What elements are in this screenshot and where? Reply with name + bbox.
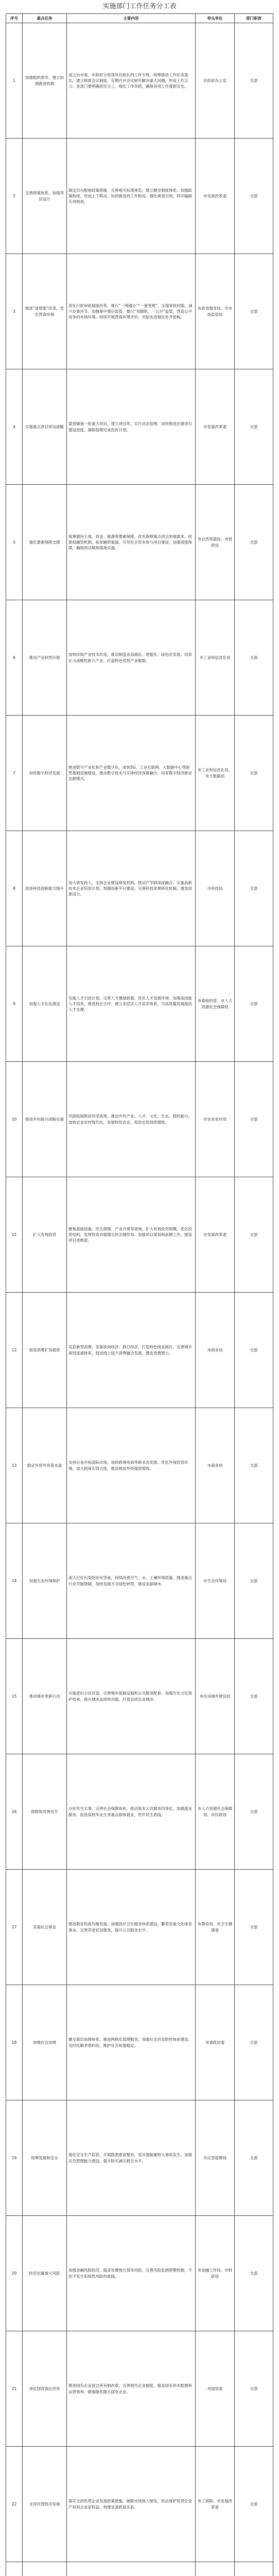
- row-number: 17: [6, 1870, 23, 1985]
- table-header-row: [6, 14, 273, 23]
- row-number: 12: [6, 1293, 23, 1408]
- row-task-name: 促进消费扩容提质: [23, 1293, 67, 1408]
- row-number: 4: [6, 369, 23, 485]
- row-dept-duty: 全部: [235, 1523, 273, 1639]
- row-lead-unit: 市国资委: [196, 2331, 235, 2447]
- row-dept-duty: 全部: [235, 716, 273, 831]
- row-task-name: 深化国资国企改革: [23, 2331, 67, 2447]
- row-dept-duty: 全部: [235, 2447, 273, 2562]
- row-task-content: 健全基层治理体系，推进网格化管理服务。加强社会治安防控体系建设，及时化解矛盾纠纷，维护社会和谐稳定。: [67, 1985, 196, 2100]
- table-row: [6, 1293, 273, 1408]
- row-dept-duty: 全部: [235, 139, 273, 254]
- table-row: [6, 1408, 273, 1523]
- row-dept-duty: 全部: [235, 1639, 273, 1754]
- row-number: 14: [6, 1523, 23, 1639]
- table-row: [6, 2447, 273, 2562]
- row-task-content: 推进数字产业化和产业数字化，加快5G、工业互联网、大数据中心等新型基础设施建设，推动数字技术与实体经济深度融合，培育数字经济新业态新模式。: [67, 716, 196, 831]
- table-row: [6, 1985, 273, 2100]
- row-task-content: 加强金融风险防范，稳妥处置地方债务风险。完善风险监测预警机制，守住不发生系统性风险的底线。: [67, 2216, 196, 2331]
- table-row: [6, 485, 273, 600]
- row-dept-duty: 全部: [235, 2216, 273, 2331]
- row-task-name: [23, 2562, 67, 2576]
- row-number: 13: [6, 1408, 23, 1523]
- row-number: 18: [6, 1985, 23, 2100]
- row-lead-unit: 市政府办公室: [196, 23, 235, 139]
- row-task-content: 推进教育优质均衡发展，加强医疗卫生服务体系建设，繁荣发展文化体育事业。完善养老托育服务，提升公共服务水平。: [67, 1870, 196, 1985]
- row-dept-duty: 全部: [235, 1754, 273, 1870]
- table-row: [6, 2562, 273, 2576]
- row-number: 11: [6, 1177, 23, 1293]
- row-task-name: 保障和改善民生: [23, 1754, 67, 1870]
- header-task: 重点任务: [23, 14, 67, 23]
- row-task-content: 成立由市委、市政府分管领导任组长的工作专班，统筹推进工作任务落实，建立联席会议制度，定期召开会议研究解决重大问题，形成工作合力。各部门要明确责任分工，细化工作举措，确保各项工作落到实处。: [67, 23, 196, 139]
- row-task-name: 加强生态环境保护: [23, 1523, 67, 1639]
- header-no: 序号: [6, 14, 23, 23]
- row-task-name: 支持民营经济发展: [23, 2447, 67, 2562]
- row-task-name: 加强社会治理: [23, 1985, 67, 2100]
- row-dept-duty: 全部: [235, 369, 273, 485]
- row-dept-duty: 全部: [235, 254, 273, 369]
- row-lead-unit: 市工业和信息化局: [196, 600, 235, 716]
- row-dept-duty: 全部: [235, 1408, 273, 1523]
- row-dept-duty: 全部: [235, 600, 273, 716]
- row-dept-duty: 全部: [235, 831, 273, 946]
- row-task-content: [67, 2562, 196, 2576]
- row-lead-unit: 市工业和信息化局、市大数据局: [196, 716, 235, 831]
- header-content: 主要内容: [67, 14, 196, 23]
- table-row: [6, 1639, 273, 1754]
- row-number: 22: [6, 2447, 23, 2562]
- row-task-name: 统筹发展和安全: [23, 2100, 67, 2216]
- table-row: [6, 2331, 273, 2447]
- row-task-name: 防范化解重大风险: [23, 2216, 67, 2331]
- row-number: 6: [6, 600, 23, 716]
- row-task-content: 实施人才引进计划，完善人才激励政策，优化人才发展环境。加强高技能人才培养，推进校企合作，建立多层次人才培养体系，为高质量发展提供人才支撑。: [67, 946, 196, 1062]
- row-task-content: 统筹做好土地、资金、能源等要素保障，优先保障重点项目用地需求。创新投融资机制，拓宽融资渠道，引导社会资本参与项目建设。加强用能保障，确保项目顺利落地实施。: [67, 485, 196, 600]
- row-task-content: 培育新型消费，发展夜间经济、假日经济，打造特色商业街区。完善城乡商贸流通体系，促进线上线下消费融合发展，激发消费潜力。: [67, 1293, 196, 1408]
- row-lead-unit: 市工商联、市发展改革委: [196, 2447, 235, 2562]
- row-lead-unit: 市自然资源局、市财政局: [196, 485, 235, 600]
- row-dept-duty: [235, 2562, 273, 2576]
- row-lead-unit: 市教育局、市卫生健康委: [196, 1870, 235, 1985]
- table-row: [6, 369, 273, 485]
- row-task-content: 巩固拓展脱贫攻坚成果，推动乡村产业、人才、文化、生态、组织振兴。加快农业农村现代化，发展特色农业，促进农民持续增收。: [67, 1062, 196, 1177]
- row-task-content: 加大研发投入，支持企业建设研发机构，推动产学研深度融合。实施高新技术企业培育计划，加强创新平台建设，完善科技成果转化机制，激发创新活力。: [67, 831, 196, 946]
- row-task-content: 加快传统产业技术改造，推动制造业高端化、智能化、绿色化发展。培育壮大战略性新兴产业，打造特色优势产业集群。: [67, 600, 196, 716]
- row-task-content: 聚焦基础设施、民生保障、产业升级等领域，扩大有效投资规模，优化投资结构，发挥投资对稳增长的关键作用。加强项目谋划和前期工作，提高项目成熟度。: [67, 1177, 196, 1293]
- row-number: 9: [6, 946, 23, 1062]
- document-title: 实施部门工作任务分工表: [102, 3, 177, 10]
- row-number: [6, 2562, 23, 2576]
- row-task-content: 实施老旧小区改造，完善城市基础设施和公共服务配套。加强历史文化保护传承，提升城市品质和功能，打造宜居宜业城市。: [67, 1639, 196, 1754]
- row-task-content: 深入打好污染防治攻坚战，持续改善空气、水、土壤环境质量。推进重点行业节能降碳，加快发展方式绿色转型，建设美丽城市。: [67, 1523, 196, 1639]
- row-task-name: 实施重点项目带动战略: [23, 369, 67, 485]
- table-row: [6, 254, 273, 369]
- row-task-content: 制定出台配套政策措施，完善相关标准规范，建立健全制度体系。加强政策衔接，形成上下联动、协同推进的工作格局。强化规划引领，科学编制专项规划。: [67, 139, 196, 254]
- row-task-content: 推进国有企业混合所有制改革，完善现代企业制度，提高国有资本配置和运营效率，做强做优做大国有企业。: [67, 2331, 196, 2447]
- row-task-content: 强化安全生产监管，开展隐患排查整治，坚决遏制重特大事故发生。加强应急管理能力建设，提升防灾减灾救灾水平。: [67, 2100, 196, 2216]
- table-row: [6, 831, 273, 946]
- row-lead-unit: 市发展改革委: [196, 139, 235, 254]
- table-row: [6, 1177, 273, 1293]
- table-row: [6, 716, 273, 831]
- row-task-name: 发展社会事业: [23, 1870, 67, 1985]
- row-task-name: 强化要素保障支撑: [23, 485, 67, 600]
- row-task-name: 推进“放管服”改革，优化营商环境: [23, 254, 67, 369]
- row-task-name: 推动城市更新行动: [23, 1639, 67, 1754]
- row-number: 7: [6, 716, 23, 831]
- table-row: [6, 2216, 273, 2331]
- row-task-content: 深化行政审批制度改革，推行“一网通办”“一窗受理”，压缩审批时限，减少办事环节。加强事中事后监管，推行“双随机、一公开”监管，营造公平竞争的市场环境。持续开展营商环境评价，对标先进地区补齐短板。: [67, 254, 196, 369]
- table-row: [6, 23, 273, 139]
- row-lead-unit: 市应急管理局: [196, 2100, 235, 2216]
- table-row: [6, 2100, 273, 2216]
- row-number: 20: [6, 2216, 23, 2331]
- row-number: 15: [6, 1639, 23, 1754]
- table-row: [6, 139, 273, 254]
- table-row: [6, 1062, 273, 1177]
- row-lead-unit: 市住房城乡建设局: [196, 1639, 235, 1754]
- header-lead-unit: 牵头单位: [196, 14, 235, 23]
- row-number: 8: [6, 831, 23, 946]
- row-lead-unit: 市生态环境局: [196, 1523, 235, 1639]
- row-number: 5: [6, 485, 23, 600]
- row-task-name: 加强组织领导，建立协调推进机制: [23, 23, 67, 139]
- row-lead-unit: 市金融工作局、市财政局: [196, 2216, 235, 2331]
- row-lead-unit: 市发展改革委: [196, 1177, 235, 1293]
- row-number: 1: [6, 23, 23, 139]
- row-lead-unit: 市委政法委: [196, 1985, 235, 2100]
- row-task-content: 落实支持民营企业发展政策措施，破除市场准入壁垒，依法保护民营企业产权和企业家权益，构建亲清政商关系。: [67, 2447, 196, 2562]
- row-number: 3: [6, 254, 23, 369]
- row-dept-duty: 全部: [235, 1062, 273, 1177]
- row-task-name: 稳定外贸外资基本盘: [23, 1408, 67, 1523]
- row-dept-duty: 全部: [235, 485, 273, 600]
- row-task-name: 加快数字经济发展: [23, 716, 67, 831]
- row-dept-duty: 全部: [235, 1985, 273, 2100]
- row-number: 2: [6, 139, 23, 254]
- row-number: 19: [6, 2100, 23, 2216]
- row-task-name: 加强人才队伍建设: [23, 946, 67, 1062]
- row-dept-duty: 全部: [235, 946, 273, 1062]
- table-row: [6, 1523, 273, 1639]
- row-lead-unit: 市人力资源社会保障局、市民政局: [196, 1754, 235, 1870]
- row-lead-unit: [196, 2562, 235, 2576]
- row-number: 16: [6, 1754, 23, 1870]
- row-dept-duty: 全部: [235, 2331, 273, 2447]
- row-number: 21: [6, 2331, 23, 2447]
- row-dept-duty: 全部: [235, 23, 273, 139]
- row-dept-duty: 全部: [235, 1870, 273, 1985]
- row-task-name: 扩大有效投资: [23, 1177, 67, 1293]
- row-task-content: 办好民生实事，完善社会保障体系，推动基本公共服务均等化。加强就业服务，促进高校毕业生等重点群体就业，兜牢民生底线。: [67, 1754, 196, 1870]
- row-task-name: 促进科技创新能力提升: [23, 831, 67, 946]
- row-task-content: 谋划储备一批重大项目，建立项目库，实行动态管理。加快推进在建项目建设进度，确保按期完成投资计划。: [67, 369, 196, 485]
- header-dept-duty: 部门职责: [235, 14, 273, 23]
- row-task-name: 推动产业转型升级: [23, 600, 67, 716]
- table-row: [6, 946, 273, 1062]
- row-lead-unit: 市科技局: [196, 831, 235, 946]
- row-task-name: 推进乡村振兴战略实施: [23, 1062, 67, 1177]
- row-task-content: 支持企业开拓国际市场，加快跨境电商等新业态发展。优化外商投资环境，加大招商引资力度，推动利用外资提质增效。: [67, 1408, 196, 1523]
- row-lead-unit: 市委组织部、市人力资源社会保障局: [196, 946, 235, 1062]
- row-lead-unit: 市商务局: [196, 1408, 235, 1523]
- row-lead-unit: 市农业农村局: [196, 1062, 235, 1177]
- row-dept-duty: 全部: [235, 1293, 273, 1408]
- table-row: [6, 1754, 273, 1870]
- row-task-name: 完善政策体系，加强顶层设计: [23, 139, 67, 254]
- table-row: [6, 600, 273, 716]
- row-lead-unit: 市政务服务局、市市场监管局: [196, 254, 235, 369]
- row-dept-duty: 全部: [235, 1177, 273, 1293]
- row-number: 10: [6, 1062, 23, 1177]
- task-table: [6, 13, 273, 2576]
- row-lead-unit: 市发展改革委: [196, 369, 235, 485]
- row-lead-unit: 市商务局: [196, 1293, 235, 1408]
- row-dept-duty: 全部: [235, 2100, 273, 2216]
- table-row: [6, 1870, 273, 1985]
